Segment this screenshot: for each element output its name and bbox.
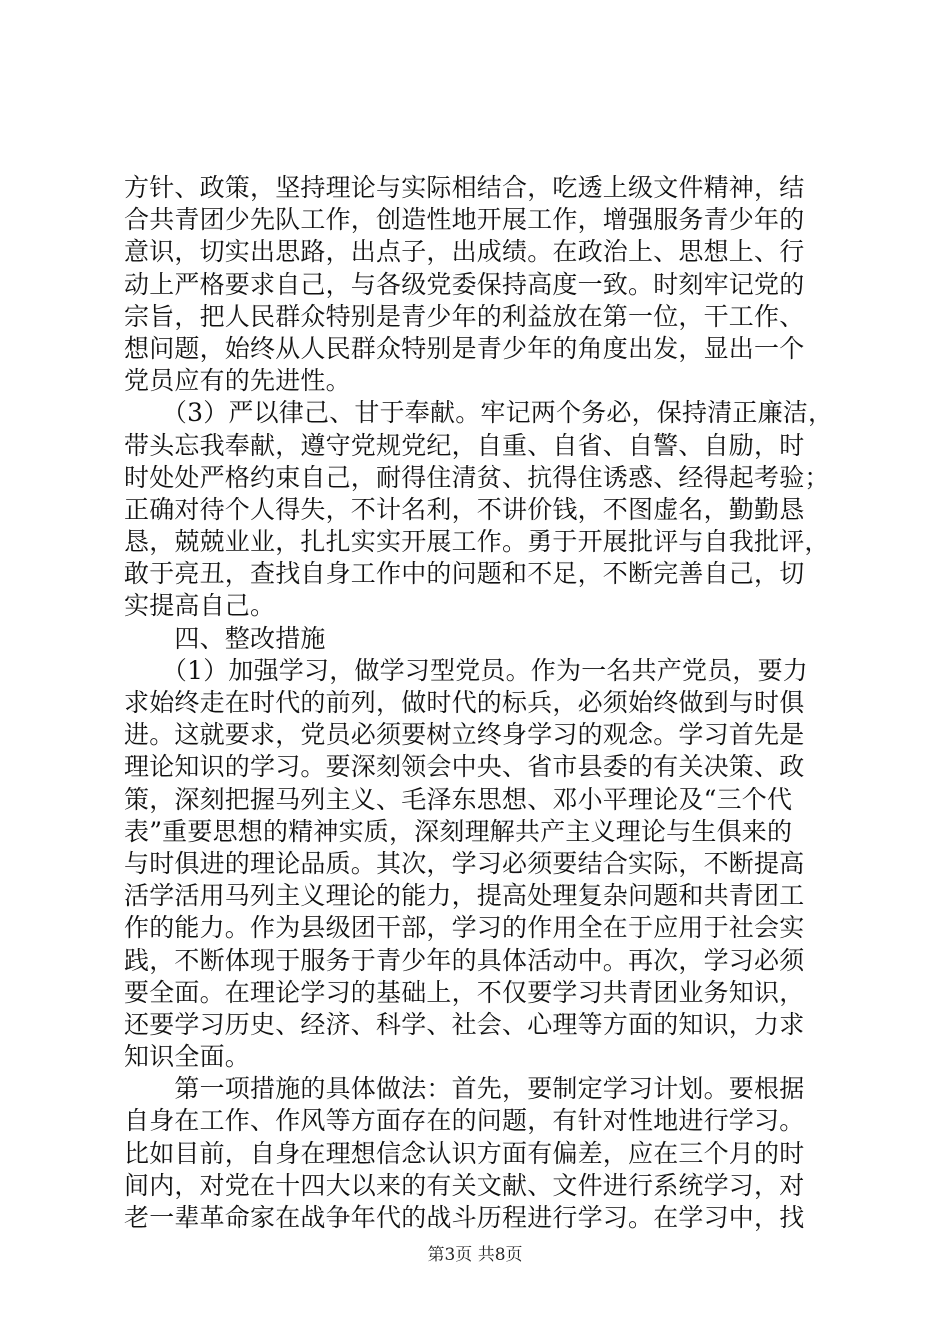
text-line: 间内，对党在十四大以来的有关文献、文件进行系统学习，对 [124,1170,805,1200]
text-line: 正确对待个人得失，不计名利，不讲价钱，不图虚名，勤勤恳 [124,494,805,524]
text-line: 四、整改措施 [124,623,326,653]
text-line: 自身在工作、作风等方面存在的问题，有针对性地进行学习。 [124,1106,805,1136]
text-line: （3）严以律己、甘于奉献。牢记两个务必，保持清正廉洁， [124,398,834,428]
text-line: 策，深刻把握马列主义、毛泽东思想、邓小平理论及“三个代 [124,784,793,814]
text-line: 恳，兢兢业业，扎扎实实开展工作。勇于开展批评与自我批评， [124,527,830,557]
text-line: 进。这就要求，党员必须要树立终身学习的观念。学习首先是 [124,720,805,750]
text-line: 意识，切实出思路，出点子，出成绩。在政治上、思想上、行 [124,237,805,267]
text-line: 想问题，始终从人民群众特别是青少年的角度出发，显出一个 [124,333,805,363]
text-line: 时处处严格约束自己，耐得住清贫、抗得住诱惑、经得起考验； [124,462,830,492]
text-line: （1）加强学习，做学习型党员。作为一名共产党员，要力 [124,655,809,685]
text-line: 知识全面。 [124,1042,251,1072]
text-line: 理论知识的学习。要深刻领会中央、省市县委的有关决策、政 [124,752,805,782]
text-line: 动上严格要求自己，与各级党委保持高度一致。时刻牢记党的 [124,269,805,299]
text-line: 实提高自己。 [124,591,276,621]
text-line: 活学活用马列主义理论的能力，提高处理复杂问题和共青团工 [124,881,805,911]
text-line: 敢于亮丑，查找自身工作中的问题和不足，不断完善自己，切 [124,559,805,589]
text-line: 作的能力。作为县级团干部，学习的作用全在于应用于社会实 [124,913,805,943]
text-line: 合共青团少先队工作，创造性地开展工作，增强服务青少年的 [124,205,805,235]
text-line: 带头忘我奉献，遵守党规党纪，自重、自省、自警、自励，时 [124,430,805,460]
text-line: 方针、政策，坚持理论与实际相结合，吃透上级文件精神，结 [124,173,805,202]
text-line: 践，不断体现于服务于青少年的具体活动中。再次，学习必须 [124,945,805,975]
page-footer: 第3页 共8页 [427,1245,523,1265]
text-line: 老一辈革命家在战争年代的战斗历程进行学习。在学习中，找 [124,1203,805,1232]
text-line: 宗旨，把人民群众特别是青少年的利益放在第一位，干工作、 [124,301,805,331]
text-line: 比如目前，自身在理想信念认识方面有偏差，应在三个月的时 [124,1138,805,1168]
text-line: 党员应有的先进性。 [124,366,351,396]
text-line: 要全面。在理论学习的基础上，不仅要学习共青团业务知识， [124,977,805,1007]
text-line: 求始终走在时代的前列，做时代的标兵，必须始终做到与时俱 [124,688,805,717]
text-line: 与时俱进的理论品质。其次，学习必须要结合实际，不断提高 [124,848,805,878]
document-body [124,172,844,1234]
text-line: 第一项措施的具体做法：首先，要制定学习计划。要根据 [124,1074,805,1104]
text-line: 还要学习历史、经济、科学、社会、心理等方面的知识，力求 [124,1009,805,1039]
text-line: 表”重要思想的精神实质，深刻理解共产主义理论与生俱来的 [124,816,793,846]
